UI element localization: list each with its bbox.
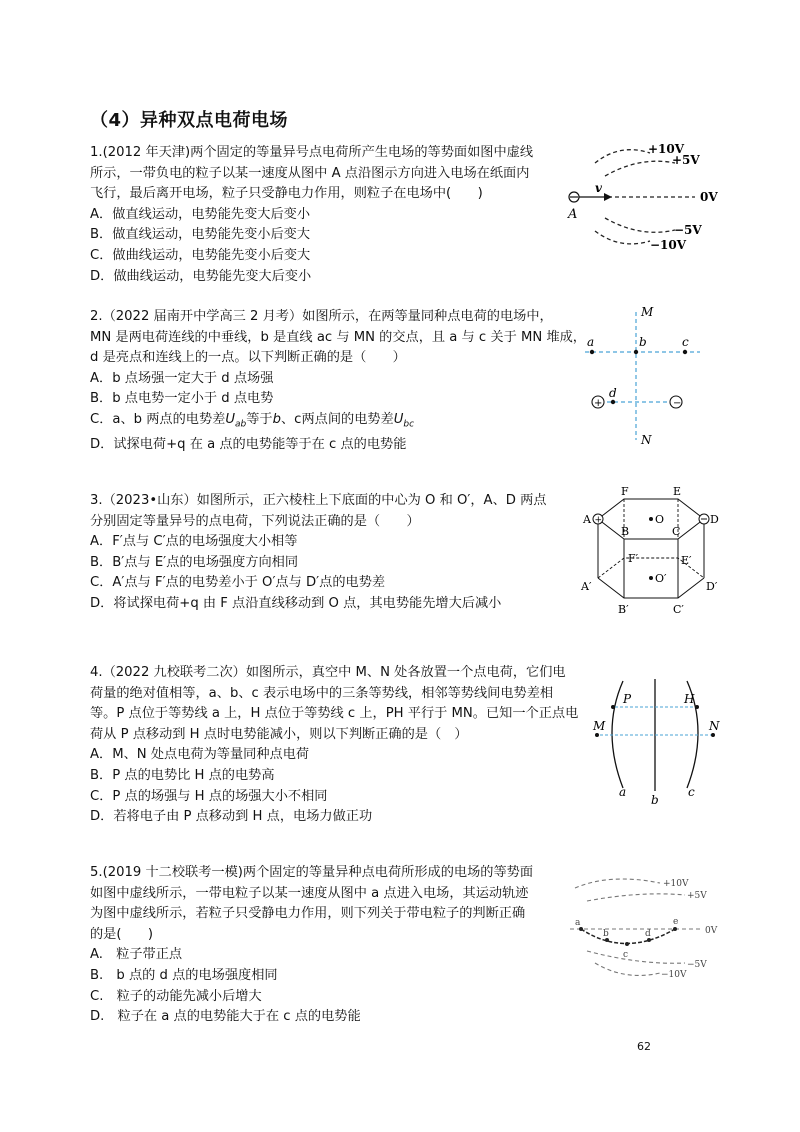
question-3 [90, 491, 547, 615]
svg-text:e: e [673, 917, 679, 927]
svg-text:M: M [641, 305, 654, 319]
svg-text:O: O [655, 513, 665, 526]
question-3-stem-line: 3.（2023•山东）如图所示，正六棱柱上下底面的中心为 O 和 O′，A、D 两点 [90, 493, 547, 508]
svg-text:b: b [651, 793, 659, 807]
question-2-option-c: C．a、b 两点的电势差$U_{ab}$等于b、c两点间的电势差$U_{bc}$ [90, 411, 415, 430]
section-heading: （4）异种双点电荷电场 [90, 110, 289, 131]
question-2-option-a: A．b 点场强一定大于 d 点场强 [90, 370, 274, 386]
question-1-option-b: B．做直线运动，电势能先变小后变大 [90, 227, 311, 243]
question-2-stem-line: 2.（2022 届南开中学高三 2 月考）如图所示，在两等量同种点电荷的电场中， [90, 309, 553, 324]
question-2-stem-line: MN 是两电荷连线的中垂线，b 是直线 ac 与 MN 的交点，且 a 与 c 关于 MN 堆成， [90, 329, 586, 345]
svg-text:D: D [710, 513, 719, 526]
equipotential-plus5 [605, 161, 675, 176]
svg-text:+: + [594, 398, 603, 409]
label-point-a: A [568, 207, 578, 222]
svg-text:E′: E′ [681, 554, 692, 567]
svg-text:d: d [645, 929, 651, 939]
label-plus10: +10V [648, 142, 685, 156]
question-4-option-d: D．若将电子由 P 点移动到 H 点，电场力做正功 [90, 809, 373, 825]
question-4-stem-line: 4.（2022 九校联考二次）如图所示，真空中 M、N 处各放置一个点电荷，它们电 [90, 665, 566, 680]
question-1-option-c: C．做曲线运动，电势能先变小后变大 [90, 247, 311, 263]
equipotential-minus5 [605, 218, 675, 232]
particle-trajectory [581, 929, 675, 944]
question-5-option-a: A. 粒子带正点 [90, 947, 183, 963]
svg-text:D′: D′ [706, 580, 718, 593]
svg-text:B: B [621, 525, 630, 538]
question-1 [90, 143, 533, 287]
question-2-figure [575, 300, 715, 450]
question-1-option-a: A．做直线运动，电势能先变大后变小 [90, 206, 311, 222]
question-2-stem-line: d 是亮点和连线上的一点。以下判断正确的是（ ） [90, 350, 406, 366]
equipotential-minus5 [587, 951, 685, 963]
label-minus10: −10V [650, 238, 687, 252]
page-number: 62 [637, 1040, 651, 1053]
question-1-stem-line: 飞行，最后离开电场，粒子只受静电力作用，则粒子在电场中( ) [90, 186, 483, 202]
question-2-option-b: B．b 点电势一定小于 d 点电势 [90, 391, 274, 407]
question-5 [90, 863, 533, 1028]
label-minus5: −5V [674, 223, 702, 237]
svg-text:E: E [673, 485, 682, 498]
svg-text:C′: C′ [673, 603, 684, 616]
question-4-stem-line: 荷从 P 点移动到 H 点时电势能减小，则以下判断正确的是（ ） [90, 726, 468, 742]
svg-text:c: c [682, 335, 689, 349]
svg-text:a: a [575, 918, 581, 928]
question-5-stem-line: 如图中虚线所示，一带电粒子以某一速度从图中 a 点进入电场，其运动轨迹 [90, 885, 529, 901]
svg-text:0V: 0V [705, 926, 718, 936]
equipotential-plus5 [587, 894, 685, 901]
svg-text:a: a [587, 335, 595, 349]
svg-text:+: + [594, 515, 603, 526]
question-4-stem-line: 等。P 点位于等势线 a 上，H 点位于等势线 c 上，PH 平行于 MN。已知一个正点电 [90, 706, 579, 722]
question-3-stem-line: 分别固定等量异号的点电荷，下列说法正确的是（ ） [90, 513, 420, 529]
svg-text:H: H [684, 692, 695, 706]
question-3-option-c: C．A′点与 F′点的电势差小于 O′点与 D′点的电势差 [90, 575, 386, 591]
svg-text:c: c [688, 785, 695, 799]
svg-text:F′: F′ [628, 552, 639, 565]
question-5-stem-line: 为图中虚线所示，若粒子只受静电力作用，则下列关于带电粒子的判断正确 [90, 906, 526, 922]
label-plus5: +5V [672, 153, 700, 167]
svg-text:F: F [621, 485, 629, 498]
question-1-figure [560, 138, 740, 253]
equipotential-plus10 [575, 879, 660, 888]
question-5-option-b: B. b 点的 d 点的电场强度相同 [90, 967, 278, 983]
question-3-option-d: D．将试探电荷+q 由 F 点沿直线移动到 O 点，其电势能先增大后减小 [90, 595, 502, 611]
label-velocity: v [595, 181, 602, 195]
svg-text:C: C [672, 525, 681, 538]
question-4-option-c: C．P 点的场强与 H 点的场强大小不相同 [90, 788, 328, 804]
question-3-figure [578, 482, 728, 622]
svg-text:N: N [641, 433, 652, 447]
svg-text:+10V: +10V [663, 879, 689, 889]
svg-text:M: M [593, 719, 606, 733]
equipotential-minus10 [595, 231, 650, 244]
question-3-option-a: A．F′点与 C′点的电场强度大小相等 [90, 534, 298, 550]
svg-text:B′: B′ [618, 603, 629, 616]
question-1-stem-line: 1.(2012 年天津)两个固定的等量异号点电荷所产生电场的等势面如图中虚线 [90, 145, 534, 160]
question-2-option-d: D．试探电荷+q 在 a 点的电势能等于在 c 点的电势能 [90, 437, 407, 453]
question-1-option-d: D．做曲线运动，电势能先变大后变小 [90, 268, 312, 284]
svg-text:c: c [623, 950, 629, 960]
equipotential-plus10 [595, 150, 650, 163]
question-3-option-b: B．B′点与 E′点的电场强度方向相同 [90, 554, 299, 570]
question-4-option-a: A．M、N 处点电荷为等量同种点电荷 [90, 747, 310, 763]
question-4-option-b: B．P 点的电势比 H 点的电势高 [90, 767, 275, 783]
question-4-stem-line: 荷量的绝对值相等，a、b、c 表示电场中的三条等势线，相邻等势线间电势差相 [90, 685, 554, 701]
svg-text:A′: A′ [581, 580, 592, 593]
question-4-figure [585, 676, 725, 811]
question-5-stem-line: 5.(2019 十二校联考一模)两个固定的等量异种点电荷所形成的电场的等势面 [90, 865, 534, 880]
svg-text:−: − [673, 398, 682, 409]
question-5-option-d: D. 粒子在 a 点的电势能大于在 c 点的电势能 [90, 1009, 361, 1025]
question-1-stem-line: 所示，一带负电的粒子以某一速度从图中 A 点沿图示方向进入电场在纸面内 [90, 165, 530, 181]
svg-text:b: b [603, 929, 609, 939]
label-zero: 0V [700, 190, 718, 204]
svg-text:a: a [619, 785, 627, 799]
svg-text:P: P [623, 692, 632, 706]
svg-text:−5V: −5V [687, 960, 707, 970]
equipotential-minus10 [595, 963, 660, 975]
question-4 [90, 663, 578, 828]
svg-text:O′: O′ [655, 572, 667, 585]
svg-text:d: d [609, 386, 617, 400]
svg-text:b: b [639, 335, 647, 349]
svg-text:N: N [709, 719, 720, 733]
svg-text:A: A [583, 513, 591, 526]
question-5-stem-line: 的是( ) [90, 926, 154, 942]
question-2 [90, 307, 586, 456]
bottom-hexagon-front [598, 578, 704, 598]
svg-text:−10V: −10V [661, 970, 687, 980]
svg-text:+5V: +5V [687, 891, 707, 901]
question-5-figure [565, 873, 735, 983]
question-5-option-c: C. 粒子的动能先减小后增大 [90, 988, 262, 1004]
